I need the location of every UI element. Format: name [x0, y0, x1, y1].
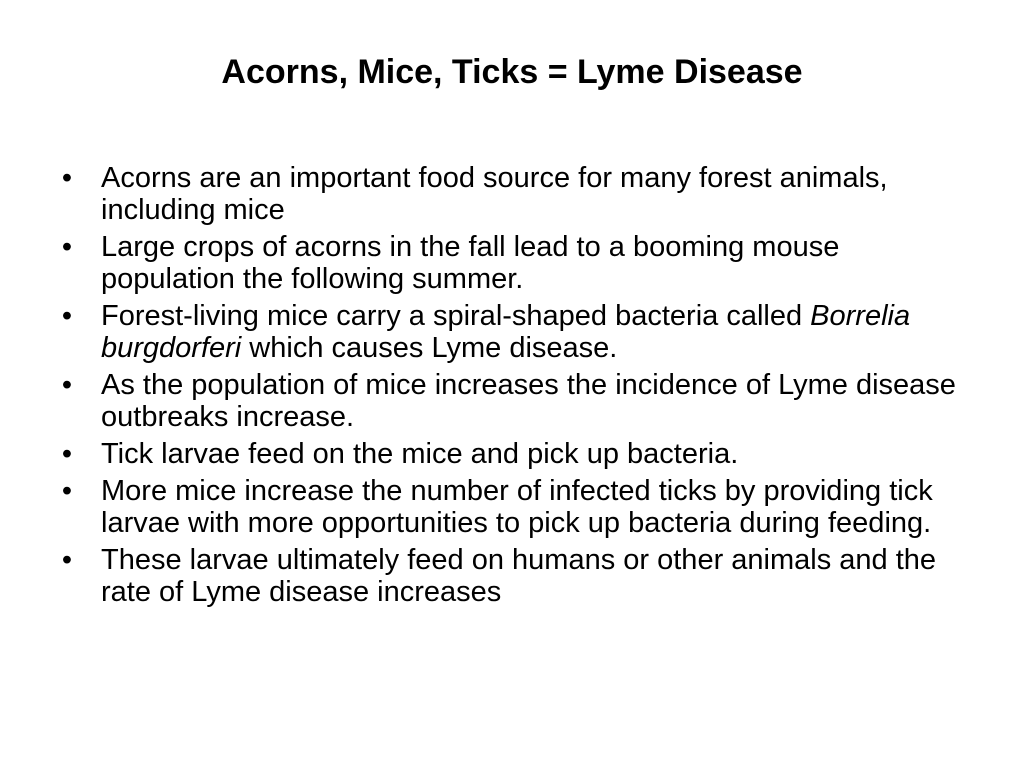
bullet-icon: •: [61, 369, 73, 401]
bullet-icon: •: [61, 438, 73, 470]
bullet-text: As the population of mice increases the incidence of Lyme disease outbreaks increase.: [101, 369, 956, 433]
bullet-item: [57, 369, 977, 433]
slide-title: Acorns, Mice, Ticks = Lyme Disease: [221, 53, 803, 91]
bullet-item: [57, 475, 977, 539]
bacteria-name: Borrelia burgdorferi: [101, 300, 911, 364]
bullet-icon: •: [61, 300, 73, 332]
bullet-text: Acorns are an important food source for many forest animals, including mice: [101, 162, 888, 226]
bullet-text: These larvae ultimately feed on humans or other animals and the rate of Lyme disease increases: [101, 544, 937, 608]
bullet-item: [57, 162, 977, 226]
bullet-text: [101, 300, 910, 364]
bullet-text: Tick larvae feed on the mice and pick up bacteria.: [101, 438, 739, 470]
bullet-icon: •: [61, 162, 73, 194]
bullet-list: [57, 162, 977, 613]
bullet-item: [57, 300, 977, 364]
bullet-item: [57, 438, 977, 470]
bullet-item: [57, 231, 977, 295]
bullet-text: More mice increase the number of infected ticks by providing tick larvae with more opportunities to pick up bacteria during feeding.: [101, 475, 933, 539]
bullet-icon: •: [61, 544, 73, 576]
bullet-text: Large crops of acorns in the fall lead to a booming mouse population the following summer.: [101, 231, 840, 295]
bullet-text-before: Forest-living mice carry a spiral-shaped bacteria called: [101, 300, 811, 332]
bullet-icon: •: [61, 231, 73, 263]
bullet-item: [57, 544, 977, 608]
bullet-icon: •: [61, 475, 73, 507]
bullet-text-after: which causes Lyme disease.: [241, 332, 618, 364]
